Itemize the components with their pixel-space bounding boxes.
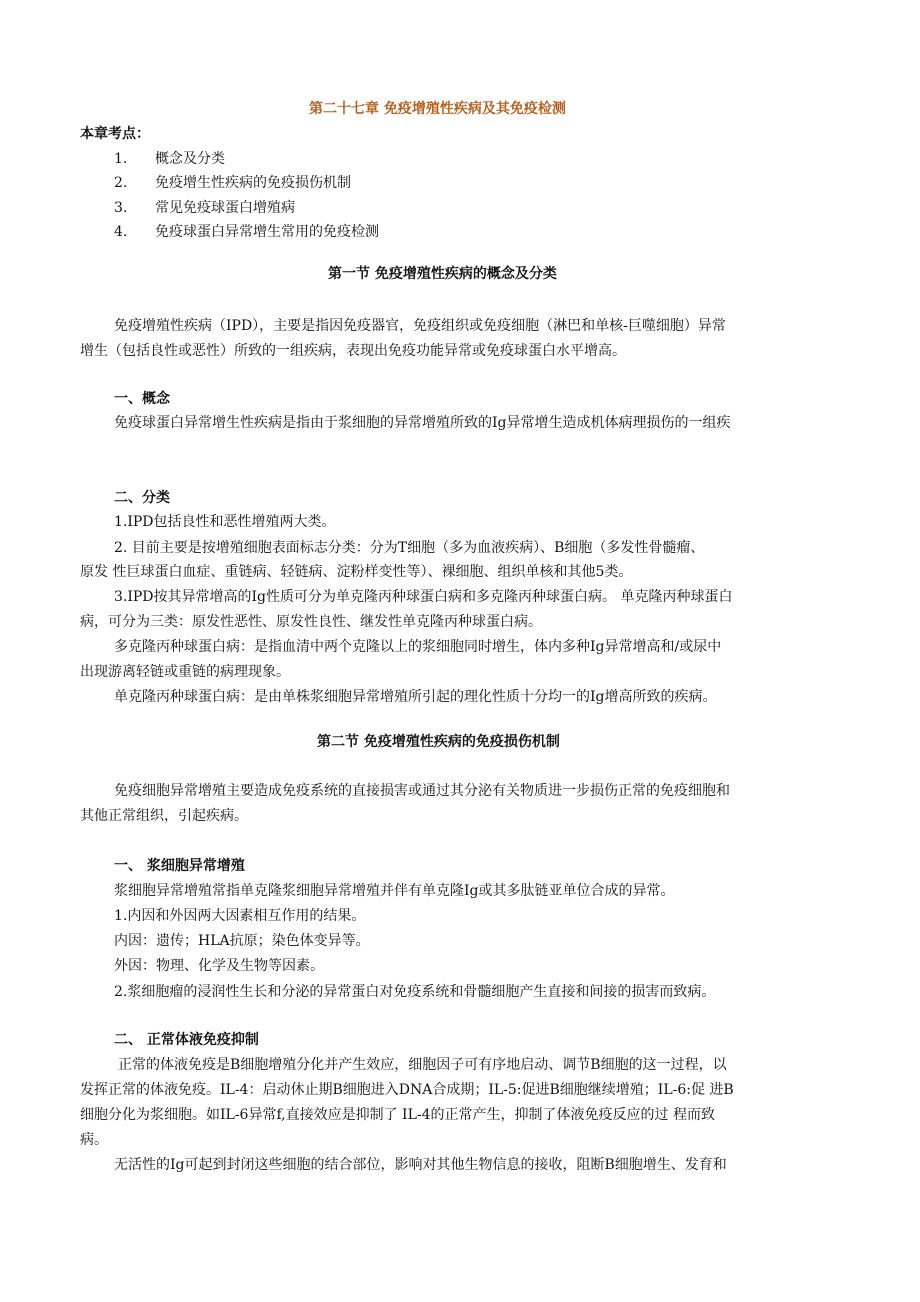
- paragraph-line: 其他正常组织，引起疾病。: [80, 808, 248, 824]
- paragraph-line: 细胞分化为浆细胞。如IL-6异常f,直接效应是抑制了 IL-4的正常产生，抑制了体液免疫反应的过 程而致: [80, 1107, 715, 1123]
- paragraph-line: 1.IPD包括良性和恶性增殖两大类。: [114, 514, 336, 530]
- key-point-num: 4.: [114, 224, 128, 240]
- key-point-num: 2.: [114, 175, 128, 191]
- paragraph-line: 内因：遗传；HLA抗原；染色体变异等。: [114, 933, 370, 949]
- paragraph-line: 浆细胞异常增殖常指单克隆浆细胞异常增殖并伴有单克隆Ig或其多肽链亚单位合成的异常。: [114, 883, 675, 899]
- paragraph-line: 1.内因和外因两大因素相互作用的结果。: [114, 908, 366, 924]
- key-point-text: 免疫增生性疾病的免疫损伤机制: [155, 175, 351, 191]
- key-point-text: 免疫球蛋白异常增生常用的免疫检测: [155, 224, 379, 240]
- paragraph-line: 病。: [80, 1132, 108, 1148]
- paragraph-line: 免疫增殖性疾病（IPD），主要是指因免疫器官，免疫组织或免疫细胞（淋巴和单核-巨噬细胞）异常: [114, 318, 726, 334]
- paragraph-line: 2.浆细胞瘤的浸润性生长和分泌的异常蛋白对免疫系统和骨髓细胞产生直接和间接的损害而致病。: [114, 984, 716, 1000]
- paragraph-line: 无活性的Ig可起到封闭这些细胞的结合部位，影响对其他生物信息的接收，阻断B细胞增生、发育和: [114, 1157, 727, 1173]
- key-point-num: 1.: [114, 151, 128, 167]
- paragraph-line: 多克隆丙种球蛋白病：是指血清中两个克隆以上的浆细胞同时增生，体内多种Ig异常增高和/或尿中: [114, 639, 722, 655]
- key-point-text: 概念及分类: [155, 151, 225, 167]
- paragraph-line: 原发 性巨球蛋白血症、重链病、轻链病、淀粉样变性等）、裸细胞、组织单核和其他5类。: [80, 564, 633, 580]
- paragraph-line: 发挥正常的体液免疫。IL-4：启动休止期B细胞进入DNA合成期；IL-5:促进B细胞继续增殖；IL-6:促 进B: [80, 1082, 734, 1098]
- paragraph-line: 单克隆丙种球蛋白病：是由单株浆细胞异常增殖所引起的理化性质十分均一的Ig增高所致的疾病。: [114, 689, 717, 705]
- paragraph-line: 增生（包括良性或恶性）所致的一组疾病，表现出免疫功能异常或免疫球蛋白水平增高。: [80, 343, 626, 359]
- paragraph-line: 正常的体液免疫是B细胞增殖分化并产生效应，细胞因子可有序地启动、调节B细胞的这一过程，以: [118, 1057, 727, 1073]
- plasma-heading: 一、 浆细胞异常增殖: [114, 858, 245, 874]
- section1-title: 第一节 免疫增殖性疾病的概念及分类: [328, 266, 557, 282]
- paragraph-line: 出现游离轻链或重链的病理现象。: [80, 664, 290, 680]
- classification-heading: 二、分类: [114, 490, 170, 506]
- paragraph-line: 病，可分为三类：原发性恶性、原发性良性、继发性单克隆丙种球蛋白病。: [80, 614, 542, 630]
- key-points-label: 本章考点：: [80, 126, 150, 142]
- paragraph-line: 3.IPD按其异常增高的Ig性质可分为单克隆丙种球蛋白病和多克隆丙种球蛋白病。 单克隆丙种球蛋白: [114, 589, 733, 605]
- paragraph-line: 2. 目前主要是按增殖细胞表面标志分类：分为T细胞（多为血液疾病）、B细胞（多发性骨髓瘤、: [114, 540, 705, 556]
- chapter-title: 第二十七章 免疫增殖性疾病及其免疫检测: [309, 101, 566, 117]
- paragraph-line: 外因：物理、化学及生物等因素。: [114, 958, 324, 974]
- section2-title: 第二节 免疫增殖性疾病的免疫损伤机制: [317, 734, 560, 750]
- key-point-text: 常见免疫球蛋白增殖病: [155, 200, 295, 216]
- key-point-num: 3.: [114, 200, 128, 216]
- paragraph-line: 免疫细胞异常增殖主要造成免疫系统的直接损害或通过其分泌有关物质进一步损伤正常的免疫细胞和: [114, 783, 730, 799]
- concept-heading: 一、概念: [114, 391, 170, 407]
- paragraph-line: 免疫球蛋白异常增生性疾病是指由于浆细胞的异常增殖所致的Ig异常增生造成机体病理损伤的一组疾: [114, 415, 731, 431]
- humoral-heading: 二、 正常体液免疫抑制: [114, 1032, 259, 1048]
